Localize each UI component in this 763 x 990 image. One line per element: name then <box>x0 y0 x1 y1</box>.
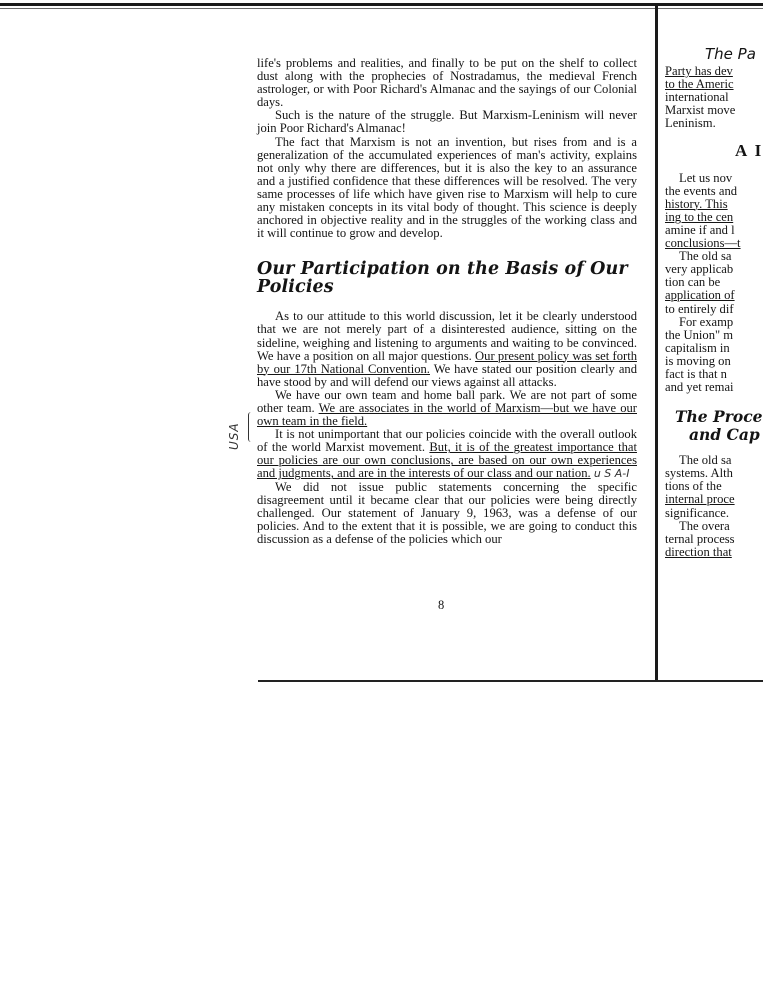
right-line: international <box>665 90 729 105</box>
right-line: direction that <box>665 544 732 559</box>
right-line: The overa <box>679 518 730 533</box>
margin-handwriting: USA <box>227 422 241 450</box>
right-page-fragment <box>665 45 763 559</box>
right-line: systems. Alth <box>665 466 733 481</box>
paragraph-4 <box>257 310 637 389</box>
paragraph-5 <box>257 389 637 428</box>
right-line: very applicab <box>665 262 734 277</box>
right-line: is moving on <box>665 353 731 368</box>
right-line: Let us nov <box>679 170 733 185</box>
paragraph-6 <box>257 428 637 480</box>
gutter-tick <box>655 4 665 18</box>
page-number: 8 <box>438 598 445 612</box>
right-heading-b-line1: The Proce <box>675 407 763 427</box>
right-heading-a: A I <box>735 141 763 161</box>
right-line: The old sa <box>679 249 732 264</box>
right-line: capitalism in <box>665 340 730 355</box>
handwritten-annotation: u S A-I <box>593 467 630 481</box>
paragraph-6-text: It is not unimportant that our policies coincide with the overall outlook of the world Marxist movement. <box>257 427 637 455</box>
right-line: internal proce <box>665 492 735 507</box>
right-line: ternal process <box>665 531 735 546</box>
paragraph-2: Such is the nature of the struggle. But Marxism-Leninism will never join Poor Richard's Almanac! <box>257 108 637 136</box>
right-line: tion can be <box>665 275 721 290</box>
margin-bracket <box>248 412 254 442</box>
top-rule-thin <box>0 8 763 9</box>
right-line: fact is that n <box>665 366 727 381</box>
right-heading-b-line2: and Cap <box>689 425 760 445</box>
paragraph-7: We did not issue public statements concerning the specific disagreement until it became clear that our policies were being directly challenged. Our statement of January 9, 1963, was a defense of our policies. And to the extent that it is possible, we are going to conduct this discussion as a defense of the policies which our <box>257 479 637 546</box>
right-line: Party has dev <box>665 64 733 78</box>
paragraph-1: life's problems and realities, and finally to be put on the shelf to collect dust along with the prophecies of Nostradamus, the medieval French astrologer, or with Poor Richard's Almanac and the sayings of our Colonial days. <box>257 56 637 110</box>
right-line: and yet remai <box>665 380 734 395</box>
right-line: the events and <box>665 183 738 198</box>
right-line: Leninism. <box>665 116 716 131</box>
top-rule <box>0 3 763 6</box>
right-line: to entirely dif <box>665 301 734 316</box>
right-line: to the Americ <box>665 77 734 92</box>
paragraph-4-text-end: We have stated our position clearly and have stood by and will defend our views against all attacks. <box>257 361 637 389</box>
right-line: ing to the cen <box>665 209 734 224</box>
right-line: amine if and l <box>665 222 735 237</box>
right-line: application of <box>665 288 735 303</box>
right-line: conclusions—t <box>665 236 741 251</box>
paragraph-4-text: As to our attitude to this world discussion, let it be clearly understood that we are not merely part of a disinterested audience, sitting on the sideline, weighing and listening to arguments and waiting to be convinced. We have a position on all major questions. <box>257 309 637 363</box>
right-line: Marxist move <box>665 103 736 118</box>
page-gutter <box>655 4 658 680</box>
paragraph-6-underlined: But, it is of the greatest importance that our policies are our own conclusions, are based on our own experiences and judgments, and are in the interests of our class and our nation. <box>257 440 637 481</box>
right-line: The old sa <box>679 453 732 468</box>
right-handwriting: The Pa <box>705 45 756 63</box>
right-line: For examp <box>679 314 734 329</box>
right-line: significance. <box>665 505 729 520</box>
right-line: tions of the <box>665 479 722 494</box>
paragraph-5-underlined: We are associates in the world of Marxism—but we have our own team in the field. <box>257 400 637 429</box>
paragraph-4-underlined: Our present policy was set forth by our 17th National Convention. <box>257 348 637 376</box>
paragraph-5-text: We have our own team and home ball park. We are not part of some other team. <box>257 387 637 415</box>
right-line: history. This <box>665 196 728 211</box>
bottom-rule <box>258 680 763 682</box>
left-page-column <box>257 57 637 546</box>
right-line: the Union" m <box>665 327 734 342</box>
section-heading: Our Participation on the Basis of Our Policies <box>257 259 628 298</box>
paragraph-3: The fact that Marxism is not an invention, but rises from and is a generalization of the accumulated experiences of man's activity, explains not only why there are differences, but it is also the key to an assurance and a justified confidence that these differences will be resolved. The very same processes of life which have given rise to Marxism will help to cure any mistaken concepts in its vital body of thought. This science is deeply anchored in objective reality and in the struggles of the working class and it will continue to grow and develop. <box>257 134 637 241</box>
right-heading-b <box>675 408 763 444</box>
